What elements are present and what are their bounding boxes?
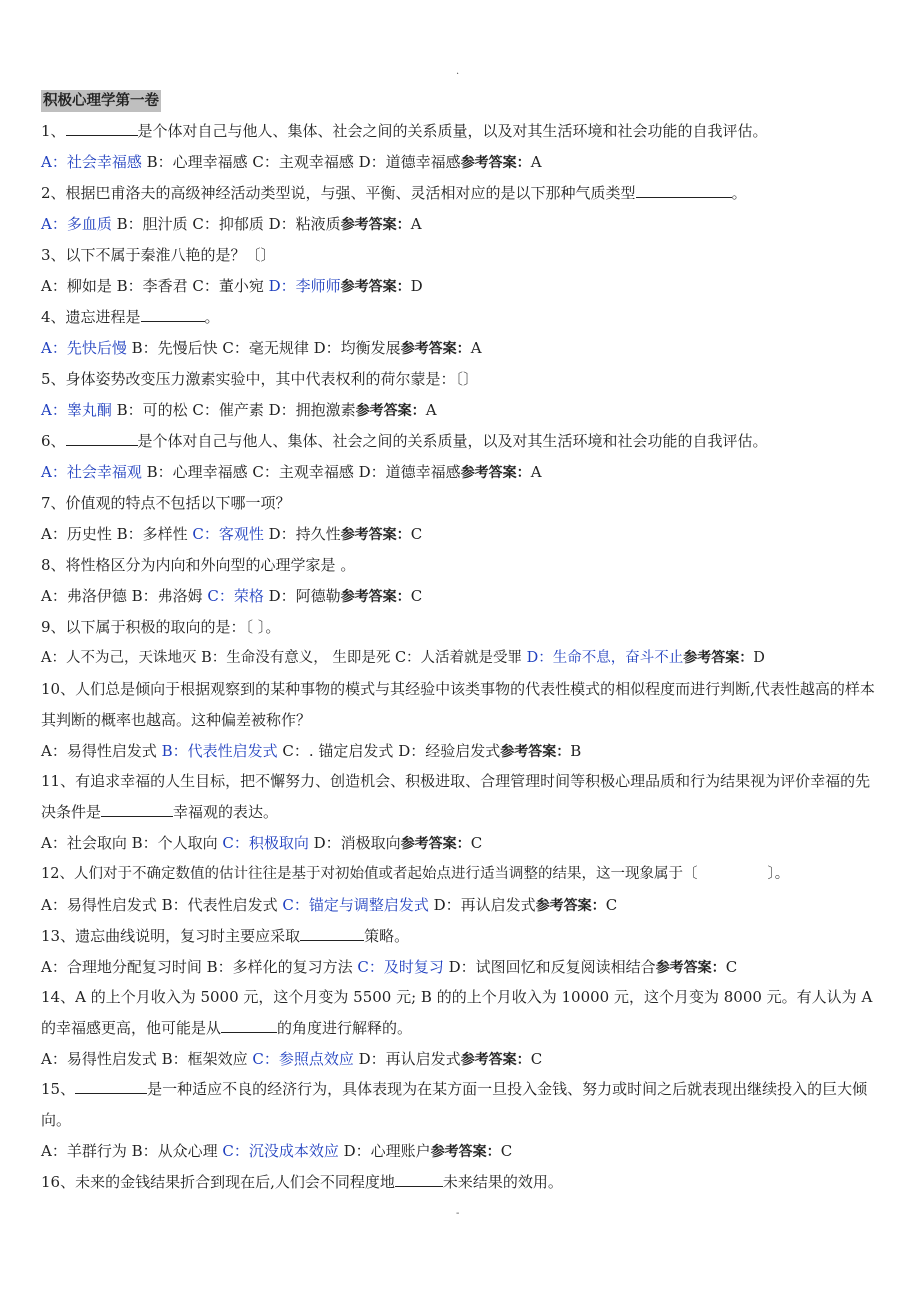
question-8: 8、将性格区分为内向和外向型的心理学家是 。 <box>41 556 356 574</box>
header-mark: . <box>456 66 460 77</box>
answer-4: A：先快后慢 B：先慢后快 C：毫无规律 D：均衡发展参考答案：A <box>41 339 482 357</box>
question-3: 3、以下不属于秦淮八艳的是？〔〕 <box>41 246 276 264</box>
answer-5: A：睾丸酮 B：可的松 C：催产素 D：拥抱激素参考答案：A <box>41 401 437 419</box>
answer-blank <box>300 926 364 941</box>
answer-blank <box>141 307 205 322</box>
answer-15: A：羊群行为 B：从众心理 C：沉没成本效应 D：心理账户参考答案：C <box>41 1142 513 1160</box>
answer-10: A：易得性启发式 B：代表性启发式 C：. 锚定启发式 D：经验启发式参考答案：B <box>41 742 582 760</box>
answer-blank <box>636 183 732 198</box>
question-15: 15、 是一种适应不良的经济行为，具体表现为在某方面一旦投入金钱、努力或时间之后就表现出继续投入的巨大倾向。 <box>41 1080 868 1129</box>
question-5: 5、身体姿势改变压力激素实验中，其中代表权利的荷尔蒙是：〔〕 <box>41 370 479 388</box>
question-1: 1、 是个体对自己与他人、集体、社会之间的关系质量，以及对其生活环境和社会功能的自我评估。 <box>41 122 768 140</box>
question-7: 7、价值观的特点不包括以下哪一项？ <box>41 494 291 512</box>
answer-blank <box>75 1079 147 1094</box>
question-10: 10、人们总是倾向于根据观察到的某种事物的模式与其经验中该类事物的代表性模式的相似程度而进行判断,代表性越高的样本其判断的概率也越高。这种偏差被称作？ <box>41 680 875 729</box>
answer-blank <box>66 431 138 446</box>
answer-12: A：易得性启发式 B：代表性启发式 C：锚定与调整启发式 D：再认启发式参考答案：C <box>41 896 618 914</box>
answer-13: A：合理地分配复习时间 B：多样化的复习方法 C：及时复习 D：试图回忆和反复阅读相结合参考答案：C <box>41 958 738 976</box>
page-title: 积极心理学第一卷 <box>41 90 161 112</box>
answer-blank <box>66 121 138 136</box>
question-6: 6、 是个体对自己与他人、集体、社会之间的关系质量，以及对其生活环境和社会功能的自我评估。 <box>41 432 768 450</box>
question-2: 2、根据巴甫洛夫的高级神经活动类型说，与强、平衡、灵活相对应的是以下那种气质类型 。 <box>41 184 747 202</box>
question-4: 4、遗忘进程是 。 <box>41 308 220 326</box>
answer-blank <box>101 802 173 817</box>
question-13: 13、遗忘曲线说明，复习时主要应采取 策略。 <box>41 927 410 945</box>
question-16: 16、未来的金钱结果折合到现在后,人们会不同程度地 未来结果的效用。 <box>41 1173 563 1191</box>
question-14: 14、A 的上个月收入为 5000 元，这个月变为 5500 元; B 的的上个月收入为 10000 元，这个月变为 8000 元。有人认为 A 的幸福感更高，他可能是从 的角度进行解释的。 <box>41 988 873 1037</box>
footer-mark: - <box>456 1208 460 1219</box>
answer-14: A：易得性启发式 B：框架效应 C：参照点效应 D：再认启发式参考答案：C <box>41 1050 543 1068</box>
question-11: 11、有追求幸福的人生目标，把不懈努力、创造机会、积极进取、合理管理时间等积极心理品质和行为结果视为评价幸福的先决条件是 幸福观的表达。 <box>41 772 871 821</box>
answer-2: A：多血质 B：胆汁质 C：抑郁质 D：粘液质参考答案：A <box>41 215 422 233</box>
answer-blank <box>395 1172 443 1187</box>
answer-11: A：社会取向 B：个人取向 C：积极取向 D：消极取向参考答案：C <box>41 834 483 852</box>
answer-8: A：弗洛伊德 B：弗洛姆 C：荣格 D：阿德勒参考答案：C <box>41 587 423 605</box>
answer-9: A：人不为己，天诛地灭 B：生命没有意义， 生即是死 C：人活着就是受罪 D：生命不息，奋斗不止参考答案：D <box>41 650 765 666</box>
answer-1: A：社会幸福感 B：心理幸福感 C：主观幸福感 D：道德幸福感参考答案：A <box>41 153 542 171</box>
question-9: 9、以下属于积极的取向的是：〔 〕。 <box>41 618 281 636</box>
answer-blank <box>221 1018 277 1033</box>
answer-3: A：柳如是 B：李香君 C：董小宛 D：李师师参考答案：D <box>41 277 423 295</box>
answer-6: A：社会幸福观 B：心理幸福感 C：主观幸福感 D：道德幸福感参考答案：A <box>41 463 542 481</box>
question-12: 12、人们对于不确定数值的估计往往是基于对初始值或者起始点进行适当调整的结果，这一现象属于〔 〕。 <box>41 866 790 882</box>
answer-7: A：历史性 B：多样性 C：客观性 D：持久性参考答案：C <box>41 525 423 543</box>
